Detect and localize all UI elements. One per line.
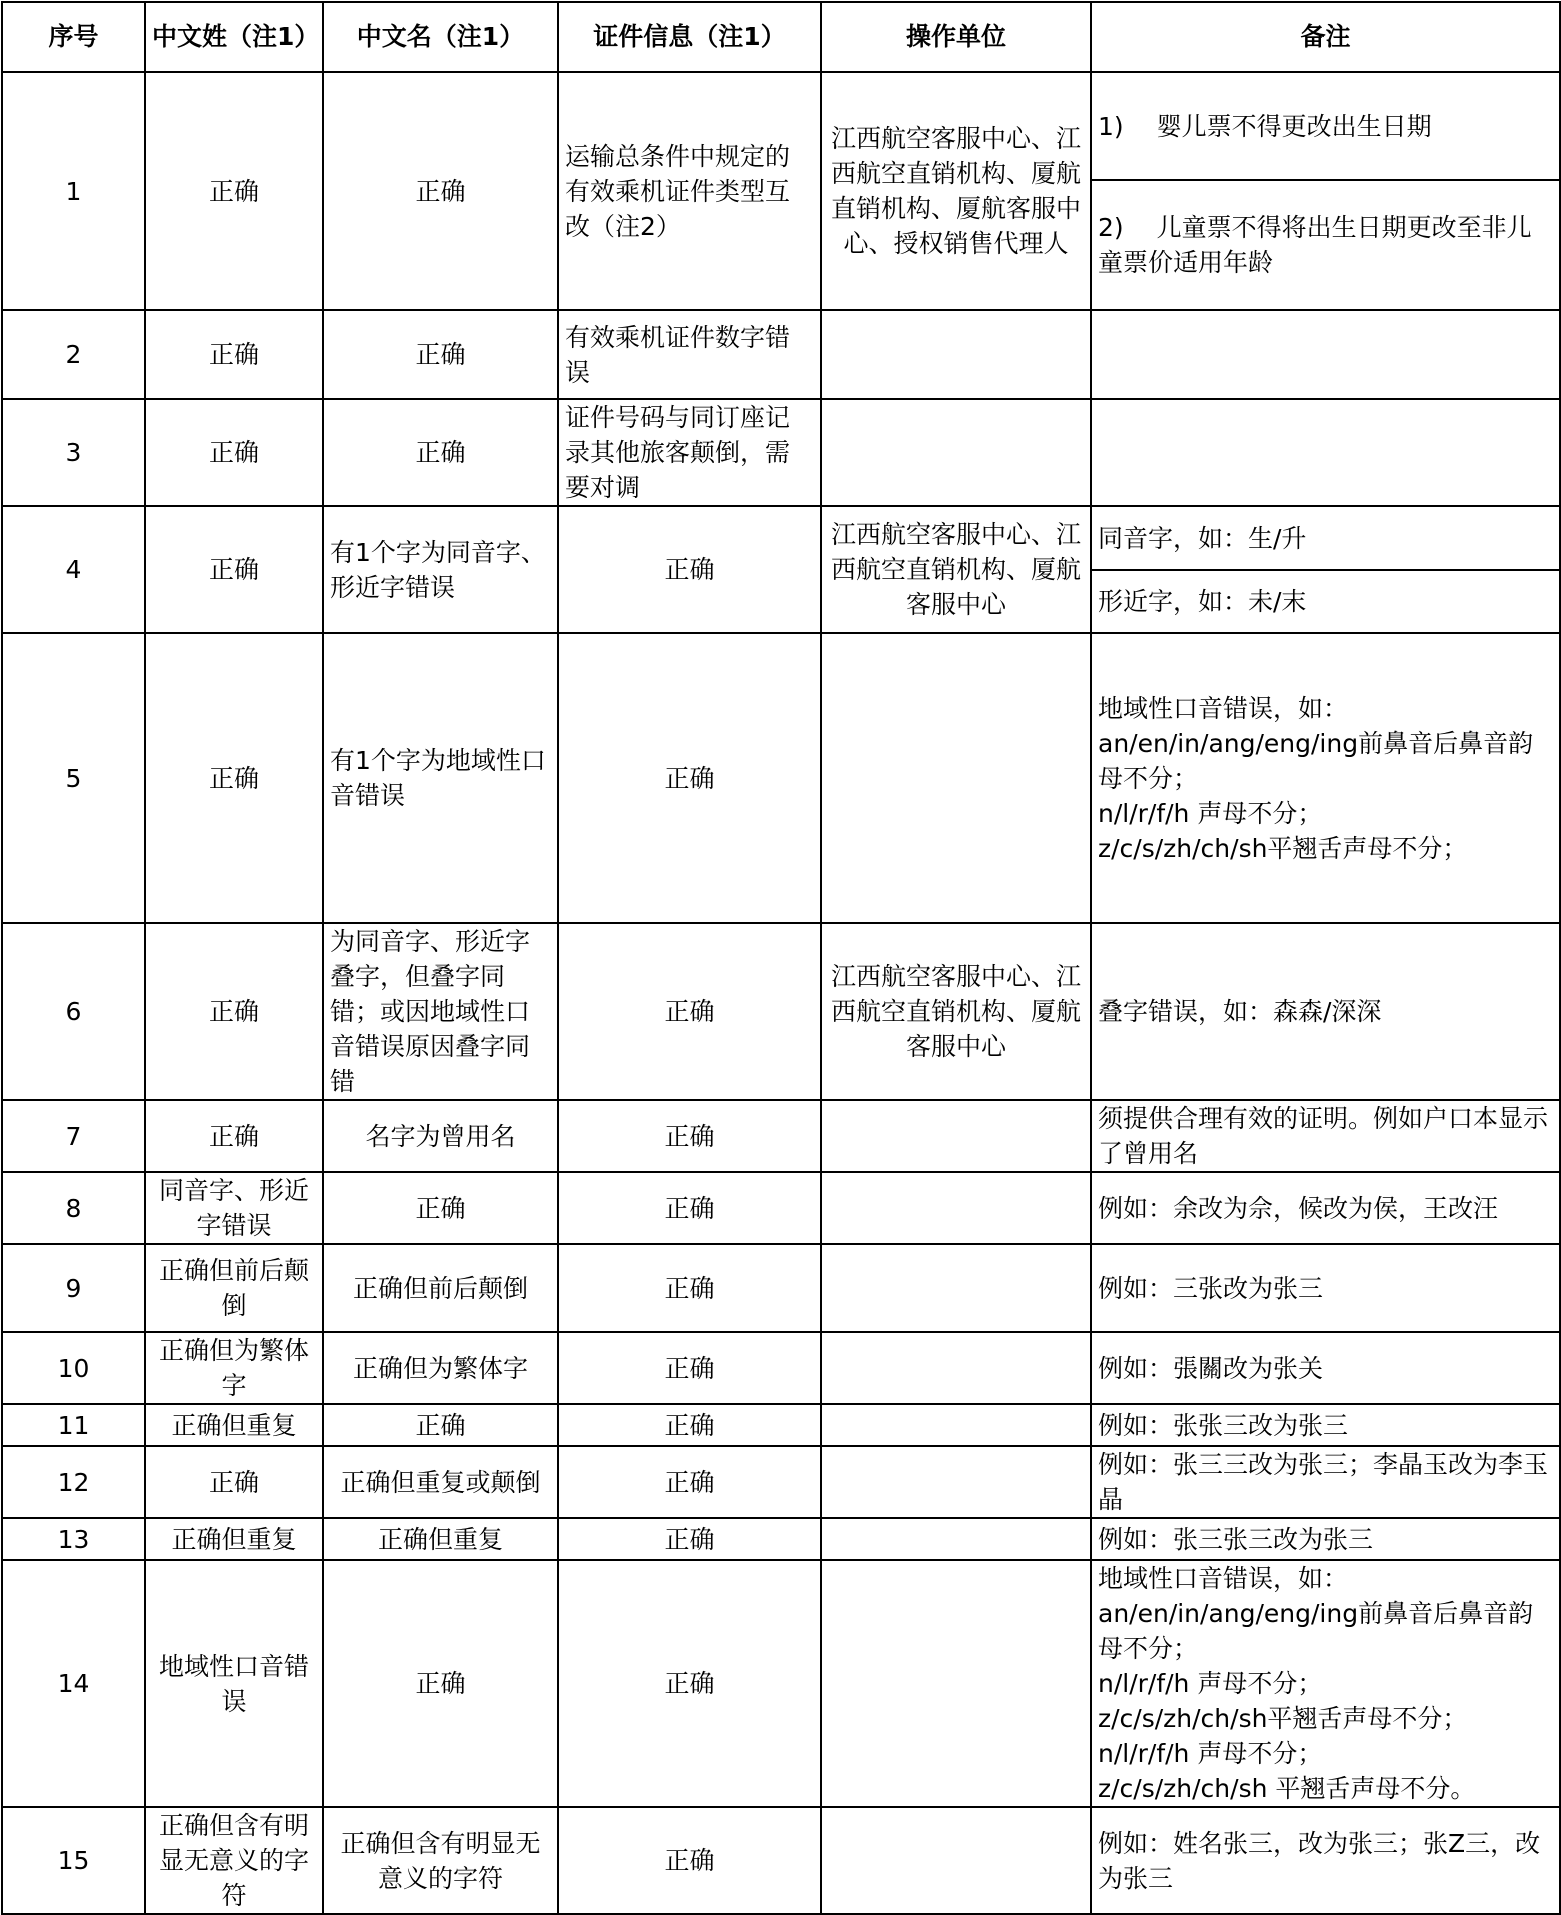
row-remark-item: 2) 儿童票不得将出生日期更改至非儿童票价适用年龄 xyxy=(1091,180,1560,310)
row-remark: 须提供合理有效的证明。例如户口本显示了曾用名 xyxy=(1091,1100,1560,1172)
row-surname: 正确但前后颠倒 xyxy=(145,1244,323,1332)
row-operating-unit xyxy=(821,633,1091,923)
row-seq: 13 xyxy=(2,1518,145,1560)
row-id-info: 正确 xyxy=(558,1560,821,1807)
row-seq: 10 xyxy=(2,1332,145,1404)
row-remark: 例如：姓名张三，改为张三；张Z三，改为张三 xyxy=(1091,1807,1560,1914)
row-remark xyxy=(1091,310,1560,399)
row-given-name: 正确 xyxy=(323,1404,558,1446)
row-remark: 地域性口音错误，如： an/en/in/ang/eng/ing前鼻音后鼻音韵母不分； n/l/r/f/h 声母不分； z/c/s/zh/ch/sh平翘舌声母不分； n/l/r/f/h 声母不分； z/c/s/zh/ch/sh 平翘舌声母不分。 xyxy=(1098,1564,1534,1803)
row-id-info: 正确 xyxy=(558,1172,821,1244)
table-row xyxy=(2,1332,1560,1404)
row-seq: 6 xyxy=(2,923,145,1100)
row-given-name: 有1个字为地域性口音错误 xyxy=(323,633,558,923)
row-id-info: 证件号码与同订座记录其他旅客颠倒，需要对调 xyxy=(558,399,821,506)
row-given-name: 正确但前后颠倒 xyxy=(323,1244,558,1332)
row-remark xyxy=(1091,399,1560,506)
header-operating-unit: 操作单位 xyxy=(821,2,1091,72)
row-operating-unit xyxy=(821,399,1091,506)
row-seq: 12 xyxy=(2,1446,145,1518)
row-id-info: 正确 xyxy=(558,923,821,1100)
row-id-info: 正确 xyxy=(558,1332,821,1404)
row-id-info: 正确 xyxy=(558,1446,821,1518)
row-id-info: 正确 xyxy=(558,506,821,633)
row-seq: 1 xyxy=(2,72,145,310)
table-row xyxy=(2,1244,1560,1332)
table-row xyxy=(2,72,1560,180)
row-given-name: 正确但为繁体字 xyxy=(323,1332,558,1404)
table-row xyxy=(2,633,1560,923)
row-id-info: 正确 xyxy=(558,1244,821,1332)
row-operating-unit xyxy=(821,1518,1091,1560)
row-seq: 5 xyxy=(2,633,145,923)
header-row xyxy=(2,2,1560,72)
row-given-name: 正确 xyxy=(323,310,558,399)
row-surname: 正确但为繁体字 xyxy=(145,1332,323,1404)
row-id-info: 正确 xyxy=(558,1100,821,1172)
header-id-info: 证件信息（注1） xyxy=(558,2,821,72)
row-seq: 8 xyxy=(2,1172,145,1244)
header-remark: 备注 xyxy=(1091,2,1560,72)
row-surname: 正确 xyxy=(145,399,323,506)
table-row xyxy=(2,1404,1560,1446)
row-remark-cell xyxy=(1091,1560,1560,1807)
row-seq: 15 xyxy=(2,1807,145,1914)
row-operating-unit xyxy=(821,1404,1091,1446)
row-operating-unit: 江西航空客服中心、江西航空直销机构、厦航客服中心 xyxy=(821,506,1091,633)
row-remark: 例如：张三三改为张三；李晶玉改为李玉晶 xyxy=(1091,1446,1560,1518)
row-seq: 2 xyxy=(2,310,145,399)
row-seq: 9 xyxy=(2,1244,145,1332)
row-given-name: 正确 xyxy=(323,1172,558,1244)
row-id-info: 正确 xyxy=(558,1518,821,1560)
row-remark: 例如：张三张三改为张三 xyxy=(1091,1518,1560,1560)
table-row xyxy=(2,923,1560,1100)
row-seq: 14 xyxy=(2,1560,145,1807)
row-id-info: 正确 xyxy=(558,1807,821,1914)
row-operating-unit xyxy=(821,1807,1091,1914)
row-remark-item: 形近字，如：未/末 xyxy=(1091,570,1560,633)
table-row xyxy=(2,1446,1560,1518)
row-operating-unit xyxy=(821,1172,1091,1244)
row-surname: 正确但含有明显无意义的字符 xyxy=(145,1807,323,1914)
row-remark: 例如：張關改为张关 xyxy=(1091,1332,1560,1404)
row-surname: 地域性口音错误 xyxy=(145,1560,323,1807)
row-surname: 正确 xyxy=(145,1100,323,1172)
row-operating-unit: 江西航空客服中心、江西航空直销机构、厦航客服中心 xyxy=(821,923,1091,1100)
row-surname: 正确 xyxy=(145,633,323,923)
row-given-name: 正确 xyxy=(323,72,558,310)
row-seq: 3 xyxy=(2,399,145,506)
row-seq: 4 xyxy=(2,506,145,633)
header-seq: 序号 xyxy=(2,2,145,72)
name-correction-table xyxy=(1,1,1561,1915)
table-row xyxy=(2,1807,1560,1914)
row-seq: 11 xyxy=(2,1404,145,1446)
row-surname: 正确 xyxy=(145,1446,323,1518)
row-surname: 正确 xyxy=(145,506,323,633)
row-operating-unit xyxy=(821,1100,1091,1172)
row-given-name: 正确但重复 xyxy=(323,1518,558,1560)
row-id-info: 正确 xyxy=(558,633,821,923)
row-given-name: 正确 xyxy=(323,399,558,506)
row-operating-unit xyxy=(821,1560,1091,1807)
row-given-name: 有1个字为同音字、形近字错误 xyxy=(323,506,558,633)
row-remark: 例如：三张改为张三 xyxy=(1091,1244,1560,1332)
table-row xyxy=(2,399,1560,506)
row-operating-unit: 江西航空客服中心、江西航空直销机构、厦航直销机构、厦航客服中心、授权销售代理人 xyxy=(821,72,1091,310)
row-operating-unit xyxy=(821,1332,1091,1404)
row-remark: 例如：张张三改为张三 xyxy=(1091,1404,1560,1446)
row-id-info: 有效乘机证件数字错误 xyxy=(558,310,821,399)
row-remark-cell xyxy=(1091,633,1560,923)
row-id-info: 正确 xyxy=(558,1404,821,1446)
row-remark: 叠字错误，如：森森/深深 xyxy=(1091,923,1560,1100)
header-surname: 中文姓（注1） xyxy=(145,2,323,72)
table-row xyxy=(2,1560,1560,1807)
row-given-name: 正确但重复或颠倒 xyxy=(323,1446,558,1518)
table-row xyxy=(2,506,1560,570)
table-row xyxy=(2,1518,1560,1560)
row-operating-unit xyxy=(821,310,1091,399)
row-given-name: 正确但含有明显无意义的字符 xyxy=(323,1807,558,1914)
row-id-info: 运输总条件中规定的有效乘机证件类型互改（注2） xyxy=(558,72,821,310)
table-row xyxy=(2,1172,1560,1244)
row-given-name: 为同音字、形近字叠字，但叠字同错；或因地域性口音错误原因叠字同错 xyxy=(323,923,558,1100)
row-surname: 正确 xyxy=(145,310,323,399)
row-surname: 正确 xyxy=(145,923,323,1100)
row-given-name: 正确 xyxy=(323,1560,558,1807)
row-remark-item: 同音字，如：生/升 xyxy=(1091,506,1560,570)
row-remark-item: 1) 婴儿票不得更改出生日期 xyxy=(1091,72,1560,180)
row-seq: 7 xyxy=(2,1100,145,1172)
table-row xyxy=(2,1100,1560,1172)
row-surname: 正确但重复 xyxy=(145,1404,323,1446)
row-surname: 同音字、形近字错误 xyxy=(145,1172,323,1244)
row-surname: 正确 xyxy=(145,72,323,310)
table-row xyxy=(2,310,1560,399)
row-remark: 例如：余改为佘，候改为侯，王改汪 xyxy=(1091,1172,1560,1244)
row-operating-unit xyxy=(821,1244,1091,1332)
row-remark: 地域性口音错误，如： an/en/in/ang/eng/ing前鼻音后鼻音韵母不分； n/l/r/f/h 声母不分； z/c/s/zh/ch/sh平翘舌声母不分； xyxy=(1098,693,1534,863)
header-given-name: 中文名（注1） xyxy=(323,2,558,72)
row-operating-unit xyxy=(821,1446,1091,1518)
row-surname: 正确但重复 xyxy=(145,1518,323,1560)
row-given-name: 名字为曾用名 xyxy=(323,1100,558,1172)
